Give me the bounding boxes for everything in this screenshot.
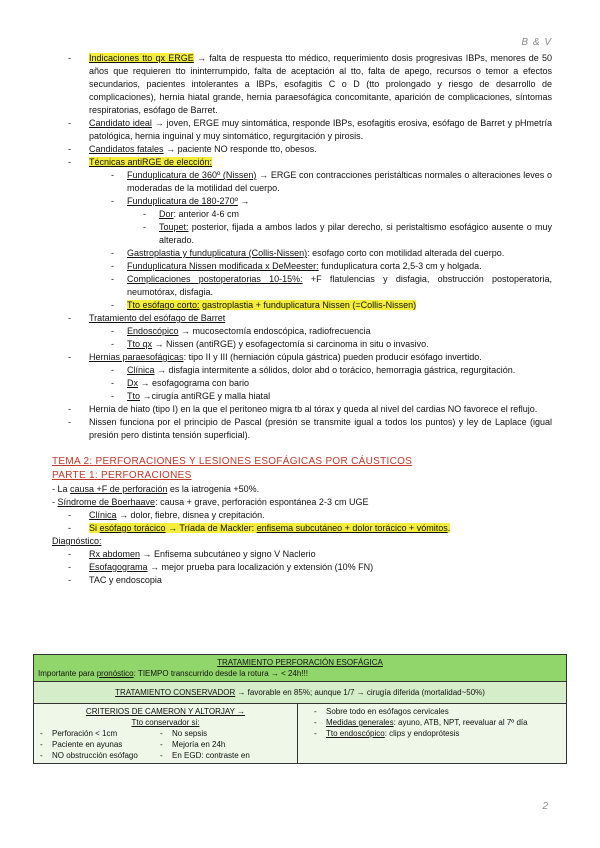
text-boerhaave: : causa + grave, perforación espontánea 2-3 cm UGE bbox=[155, 497, 369, 507]
boerhaave-sublist bbox=[52, 509, 552, 535]
text-hernias: : tipo II y III (herniación cúpula gástrica) pueden producir esófago invertido. bbox=[183, 352, 482, 362]
text-pronostico: : TIEMPO transcurrido desde la rotura → < 24h!!! bbox=[133, 669, 308, 678]
text-complicaciones: +F flatulencias y disfagia, obstrucción postoperatoria, neumotórax, disfagia. bbox=[127, 274, 552, 297]
medidas-cell bbox=[298, 704, 567, 764]
text-candidatos-fatales: → paciente NO responde tto, obesos. bbox=[163, 144, 317, 154]
table-important bbox=[38, 668, 562, 679]
criterios-left bbox=[38, 728, 158, 761]
text-rx: → Enfisema subcutáneo y signo V Naclerio bbox=[140, 549, 316, 559]
term-triada-mackler: enfisema subcutáneo + dolor torácico + vómitos bbox=[256, 523, 448, 533]
term-causa: causa +F de perforación bbox=[70, 484, 168, 494]
term-esofago-toracico: esófago torácico bbox=[99, 523, 166, 533]
medidas-item bbox=[312, 706, 562, 717]
section-erge-list bbox=[52, 52, 552, 442]
text-triada: → Tríada de Mackler: bbox=[165, 523, 257, 533]
term-esofago-corto: Tto esófago corto: bbox=[127, 300, 200, 310]
term-conservador: TRATAMIENTO CONSERVADOR bbox=[115, 688, 236, 697]
toracico-end: . bbox=[447, 523, 451, 533]
term-gastroplastia: Gastroplastia y funduplicatura (Collis-Nissen) bbox=[127, 248, 308, 258]
term-hernias-dx: Dx bbox=[127, 378, 138, 388]
list-item-tecnicas bbox=[52, 156, 552, 312]
tema-title: TEMA 2: PERFORACIONES Y LESIONES ESOFÁGICAS POR CÁUSTICOS bbox=[52, 456, 413, 467]
text-esofago-corto: gastroplastia + funduplicatura Nissen (=Collis-Nissen) bbox=[199, 300, 417, 310]
text-dor: : anterior 4-6 cm bbox=[173, 209, 240, 219]
term-nissen-modificada: Funduplicatura Nissen modificada x DeMeester: bbox=[127, 261, 319, 271]
medidas-item bbox=[312, 728, 562, 739]
diagnostico-heading: Diagnóstico: bbox=[52, 536, 102, 546]
term-dor: Dor bbox=[159, 209, 174, 219]
list-item-esofago-toracico bbox=[52, 522, 552, 535]
medidas-item bbox=[312, 717, 562, 728]
list-item-candidatos-fatales bbox=[52, 143, 552, 156]
text-hernias-tto: →cirugía antiRGE y malla hiatal bbox=[140, 391, 271, 401]
list-item-funduplicatura-360 bbox=[95, 169, 552, 195]
medidas-list bbox=[312, 706, 562, 739]
text-indicaciones: → falta de respuesta tto médico, requerimiento dosis progresivas IBPs, menores de 50 años que requieren tto ininterrumpido, falta de aceptación al tto, falta de apego, recursos o temor a efectos secundarios, pacientes intolerantes a IBPs, esofagitis C o D (tto prolongado y riesgo de desarrollo de complicaciones), hernia hiatal grande, hernia paraesofágica concomitante, aparición de complicaciones, síntomas respiratorias, esófago de Barret. bbox=[89, 53, 552, 115]
criterios-subtitle: Tto conservador si: bbox=[131, 718, 200, 727]
causa-line bbox=[52, 483, 552, 496]
criterios-title: CRITERIOS DE CAMERON Y ALTORJAY → bbox=[85, 707, 246, 716]
term-barret: Tratamiento del esófago de Barret bbox=[89, 313, 226, 323]
text-cervicales: Sobre todo en esófagos cervicales bbox=[326, 707, 449, 716]
page-content bbox=[52, 52, 552, 587]
text-conservador: → favorable en 85%; aunque 1/7 → cirugía diferida (mortalidad~50%) bbox=[235, 688, 485, 697]
term-esofagograma: Esofagograma bbox=[89, 562, 148, 572]
list-item-gastroplastia bbox=[95, 247, 552, 260]
term-boerhaave: Síndrome de Boerhaave bbox=[57, 497, 156, 507]
funduplicatura-180-sublist bbox=[127, 208, 552, 247]
barret-sublist bbox=[95, 325, 552, 351]
list-item-toupet bbox=[127, 221, 552, 247]
text-funduplicatura-360: → ERGE con contracciones peristálticas normales o alteraciones leves o moderadas de la motilidad del cuerpo. bbox=[127, 170, 552, 193]
list-item-barret bbox=[52, 312, 552, 351]
term-hernias-tto: Tto bbox=[127, 391, 141, 401]
term-candidatos-fatales: Candidatos fatales bbox=[89, 144, 164, 154]
list-item-indicaciones bbox=[52, 52, 552, 117]
list-item-dor bbox=[127, 208, 552, 221]
toracico-prefix: Si bbox=[89, 523, 100, 533]
criterio-item: - NO obstrucción esófago bbox=[38, 750, 158, 761]
arrow-funduplicatura-180: → bbox=[237, 196, 250, 206]
section-perforaciones bbox=[52, 455, 552, 587]
list-item-hernias bbox=[52, 351, 552, 403]
list-item-hernia-hiato: - Hernia de hiato (tipo I) en la que el peritoneo migra tb al tórax y queda al nivel del cardias NO favorece el reflujo. bbox=[52, 403, 552, 416]
criterio-item: - Paciente en ayunas bbox=[38, 739, 158, 750]
text-causa: es la iatrogenia +50%. bbox=[167, 484, 260, 494]
term-hernias-clinica: Clínica bbox=[127, 365, 155, 375]
term-tto-qx: Tto qx bbox=[127, 339, 153, 349]
hernias-sublist bbox=[95, 364, 552, 403]
list-item-rx bbox=[52, 548, 552, 561]
table-title: TRATAMIENTO PERFORACIÓN ESOFÁGICA bbox=[217, 658, 383, 667]
term-indicaciones: Indicaciones tto qx ERGE bbox=[89, 53, 194, 63]
table-title-cell bbox=[34, 655, 567, 682]
list-item-esofago-corto bbox=[95, 299, 552, 312]
list-item-endoscopico bbox=[95, 325, 552, 338]
list-item-tto-qx bbox=[95, 338, 552, 351]
list-item-hernias-dx bbox=[95, 377, 552, 390]
term-endoscopico: Endoscópico bbox=[127, 326, 179, 336]
tecnicas-sublist bbox=[95, 169, 552, 312]
text-toupet: posterior, fijada a ambos lados y pilar derecho, si peristaltismo esofágico ausente o muy alterado. bbox=[159, 222, 552, 245]
criterios-columns bbox=[38, 728, 293, 761]
parte-title: PARTE 1: PERFORACIONES bbox=[52, 470, 192, 481]
page-number: 2 bbox=[542, 801, 548, 812]
list-item-pascal: - Nissen funciona por el principio de Pascal (presión se transmite igual a todos los puntos) y ley de Laplace (igual presión pero distinta tensión superficial). bbox=[52, 416, 552, 442]
criterio-item: - No sepsis bbox=[158, 728, 293, 739]
term-pronostico: pronóstico bbox=[96, 669, 134, 678]
text-boerhaave-clinica: → dolor, fiebre, disnea y crepitación. bbox=[116, 510, 265, 520]
list-item-esofagograma bbox=[52, 561, 552, 574]
term-boerhaave-clinica: Clínica bbox=[89, 510, 117, 520]
text-candidato-ideal: → joven, ERGE muy sintomática, responde IBPs, esofagitis erosiva, esófago de Barret y pHmetría patológica, hernia inguinal y muy sintomático, regurgitación y pirosis. bbox=[89, 118, 552, 141]
criterio-item: - En EGD: contraste en bbox=[158, 750, 293, 761]
term-rx: Rx abdomen bbox=[89, 549, 141, 559]
criterios-cell bbox=[34, 704, 298, 764]
term-complicaciones: Complicaciones postoperatorias 10-15%: bbox=[127, 274, 303, 284]
important-prefix: Importante para bbox=[38, 669, 97, 678]
text-endoscopico: → mucosectomía endoscópica, radiofrecuencia bbox=[178, 326, 371, 336]
term-funduplicatura-180: Funduplicatura de 180-270º bbox=[127, 196, 238, 206]
text-nissen-modificada: funduplicatura corta 2,5-3 cm y holgada. bbox=[318, 261, 482, 271]
term-medidas-generales: Medidas generales bbox=[326, 718, 394, 727]
list-item-tac: - TAC y endoscopia bbox=[52, 574, 552, 587]
boerhaave-prefix: - bbox=[52, 497, 58, 507]
text-medidas-generales: : ayuno, ATB, NPT, reevaluar al 7º día bbox=[393, 718, 528, 727]
list-item-funduplicatura-180 bbox=[95, 195, 552, 247]
text-esofagograma: → mejor prueba para localización y extensión (10% FN) bbox=[147, 562, 374, 572]
text-tto-qx: → Nissen (antiRGE) y esofagectomía si carcinoma in situ o invasivo. bbox=[152, 339, 429, 349]
causa-prefix: - La bbox=[52, 484, 71, 494]
term-hernias: Hernias paraesofágicas bbox=[89, 352, 184, 362]
header-initials: B & V bbox=[521, 37, 552, 48]
term-toupet: Toupet: bbox=[159, 222, 189, 232]
term-tecnicas: Técnicas antiRGE de elección: bbox=[89, 157, 213, 167]
boerhaave-line bbox=[52, 496, 552, 509]
list-item-hernias-clinica bbox=[95, 364, 552, 377]
criterios-right bbox=[158, 728, 293, 761]
text-gastroplastia: : esofago corto con motilidad alterada del cuerpo. bbox=[307, 248, 505, 258]
treatment-table bbox=[33, 654, 567, 764]
criterio-item: - Mejoría en 24h bbox=[158, 739, 293, 750]
list-item-nissen-modificada bbox=[95, 260, 552, 273]
text-hernias-clinica: → disfagia intermitente a sólidos, dolor abd o torácico, hemorragia gástrica, regurgitación. bbox=[154, 365, 516, 375]
list-item-hernias-tto bbox=[95, 390, 552, 403]
term-funduplicatura-360: Funduplicatura de 360º (Nissen) bbox=[127, 170, 257, 180]
conservador-cell bbox=[34, 682, 567, 704]
list-item-candidato-ideal bbox=[52, 117, 552, 143]
term-candidato-ideal: Candidato ideal bbox=[89, 118, 152, 128]
text-tto-endoscopico: : clips y endoprótesis bbox=[384, 729, 460, 738]
criterio-item: - Perforación < 1cm bbox=[38, 728, 158, 739]
text-hernias-dx: → esofagograma con bario bbox=[138, 378, 250, 388]
list-item-boerhaave-clinica bbox=[52, 509, 552, 522]
list-item-complicaciones bbox=[95, 273, 552, 299]
diagnostico-list bbox=[52, 548, 552, 587]
term-tto-endoscopico: Tto endoscópico bbox=[326, 729, 385, 738]
